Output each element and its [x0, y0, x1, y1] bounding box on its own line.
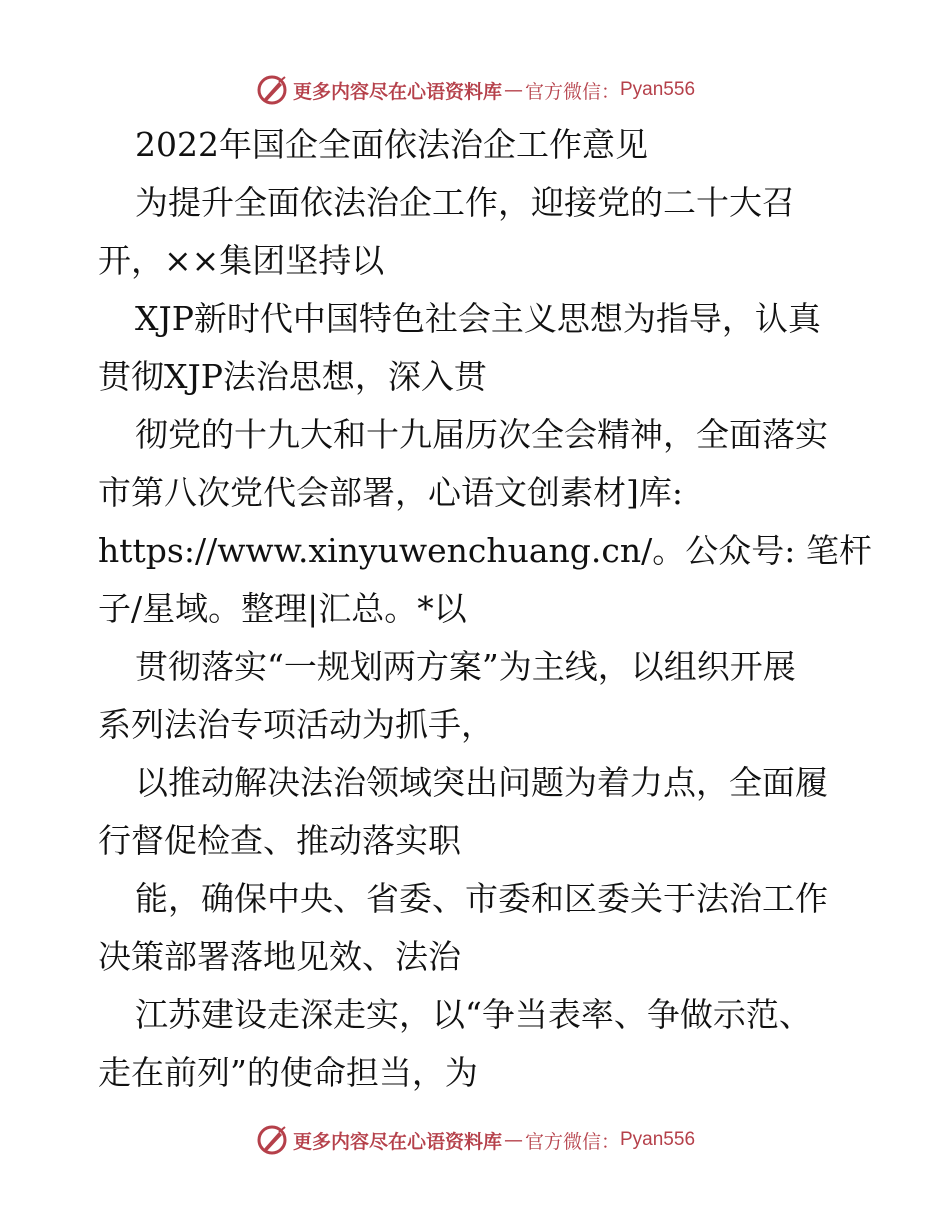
paragraph-line: 决策部署落地见效、法治	[98, 937, 461, 976]
paragraph-line: 系列法治专项活动为抓手，	[98, 705, 494, 744]
paragraph-line: 能，确保中央、省委、市委和区委关于法治工作	[135, 879, 828, 918]
paragraph-line: 以推动解决法治领域突出问题为着力点，全面履	[135, 763, 828, 802]
banner-wechat-id: Pyan556	[620, 1129, 696, 1150]
banner-wechat-label: 官方微信：	[524, 80, 620, 103]
paragraph-line: 市第八次党代会部署，心语文创素材]库:	[98, 473, 683, 512]
paragraph-line: 行督促检查、推动落实职	[98, 821, 461, 860]
banner-dash: —	[503, 1129, 523, 1151]
banner-wechat-label: 官方微信：	[524, 1130, 620, 1153]
paragraph-line: https://www.xinyuwenchuang.cn/。公众号: 笔杆	[98, 531, 872, 570]
paragraph-line: 贯彻落实“一规划两方案”为主线，以组织开展	[135, 647, 796, 686]
banner-main-text: 更多内容尽在心语资料库	[292, 80, 502, 103]
banner-wechat-id: Pyan556	[620, 79, 696, 100]
footer-banner	[0, 1120, 950, 1160]
quill-logo-icon	[255, 73, 289, 107]
paragraph-line: 贯彻XJP法治思想，深入贯	[98, 357, 487, 396]
paragraph-line: 彻党的十九大和十九届历次全会精神，全面落实	[135, 415, 828, 454]
banner-dash: —	[503, 79, 523, 101]
paragraph-line: 开，××集团坚持以	[98, 241, 385, 280]
paragraph-line: 为提升全面依法治企工作，迎接党的二十大召	[135, 183, 795, 222]
header-banner	[0, 70, 950, 110]
banner-main-text: 更多内容尽在心语资料库	[292, 1130, 502, 1153]
paragraph-line: XJP新时代中国特色社会主义思想为指导，认真	[135, 299, 821, 338]
paragraph-line: 子/星域。整理|汇总。*以	[98, 589, 467, 628]
paragraph-line: 江苏建设走深走实，以“争当表率、争做示范、	[135, 995, 812, 1034]
quill-logo-icon	[255, 1123, 289, 1157]
document-title: 2022年国企全面依法治企工作意见	[135, 125, 648, 164]
paragraph-line: 走在前列”的使命担当，为	[98, 1053, 478, 1092]
